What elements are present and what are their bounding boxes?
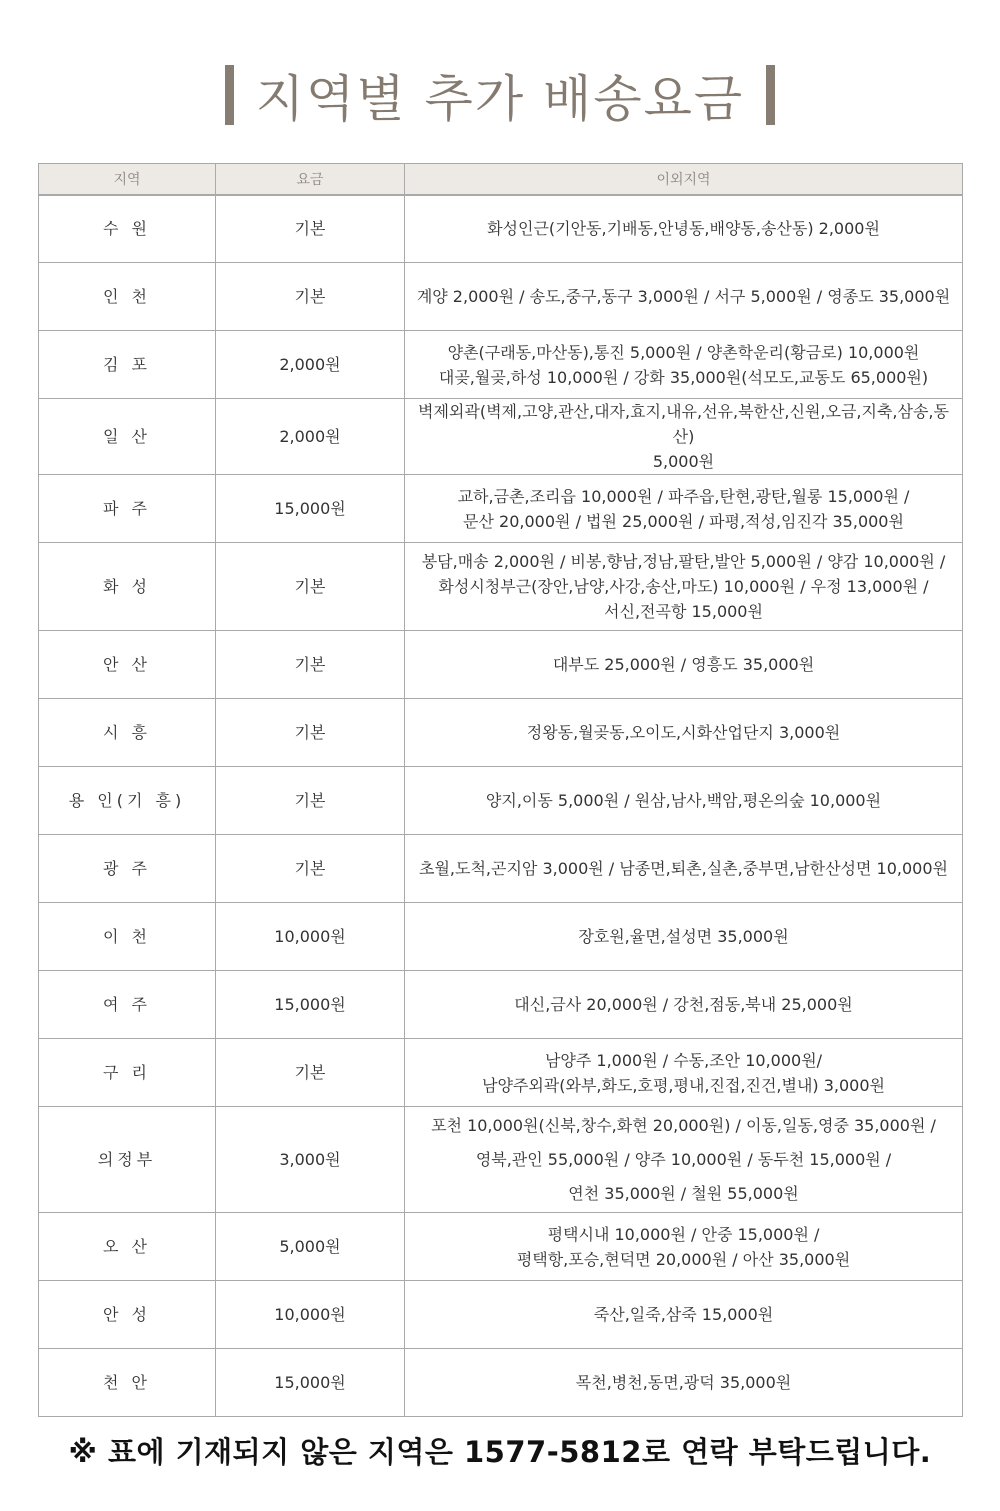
extra-areas-cell (405, 903, 963, 971)
fee-cell: 기본 (216, 767, 405, 835)
table-row (39, 331, 963, 399)
region-cell: 수 원 (39, 195, 216, 263)
fee-cell: 기본 (216, 631, 405, 699)
extra-areas-line: 봉담,매송 2,000원 / 비봉,향남,정남,팔탄,발안 5,000원 / 양감 10,000원 / (421, 552, 946, 571)
extra-areas-cell (405, 971, 963, 1039)
fee-cell: 2,000원 (216, 399, 405, 475)
region-cell: 광 주 (39, 835, 216, 903)
table-row (39, 399, 963, 475)
region-cell: 용 인(기 흥) (39, 767, 216, 835)
fee-cell: 3,000원 (216, 1107, 405, 1213)
extra-areas-line: 영북,관인 55,000원 / 양주 10,000원 / 동두천 15,000원 / (475, 1149, 892, 1169)
shipping-fee-table (38, 163, 963, 1417)
extra-areas-cell (405, 1349, 963, 1417)
extra-areas-cell (405, 1213, 963, 1281)
region-cell: 구 리 (39, 1039, 216, 1107)
header-fee: 요금 (216, 164, 405, 195)
table-row (39, 971, 963, 1039)
extra-areas-line: 교하,금촌,조리읍 10,000원 / 파주읍,탄현,광탄,월롱 15,000원 / (457, 486, 910, 506)
region-cell: 시 흥 (39, 699, 216, 767)
table-row (39, 1349, 963, 1417)
extra-areas-line: 대곶,월곶,하성 10,000원 / 강화 35,000원(석모도,교동도 65,000원) (438, 367, 929, 387)
table-row (39, 263, 963, 331)
extra-areas-cell (405, 699, 963, 767)
header-region: 지역 (39, 164, 216, 195)
contact-note: ※ 표에 기재되지 않은 지역은 1577-5812로 연락 부탁드립니다. (68, 1435, 932, 1469)
header-other-areas: 이외지역 (405, 164, 963, 195)
extra-areas-cell (405, 835, 963, 903)
region-cell: 안 성 (39, 1281, 216, 1349)
extra-areas-cell (405, 543, 963, 631)
region-cell: 이 천 (39, 903, 216, 971)
extra-areas-cell (405, 195, 963, 263)
region-cell: 화 성 (39, 543, 216, 631)
fee-cell: 15,000원 (216, 1349, 405, 1417)
fee-cell: 기본 (216, 543, 405, 631)
region-cell: 일 산 (39, 399, 216, 475)
extra-areas-line: 목천,병천,동면,광덕 35,000원 (575, 1373, 792, 1392)
extra-areas-cell (405, 1281, 963, 1349)
extra-areas-line: 장호원,율면,설성면 35,000원 (578, 927, 789, 946)
extra-areas-line: 평택시내 10,000원 / 안중 15,000원 / (547, 1224, 820, 1244)
table-row (39, 195, 963, 263)
table-row (39, 475, 963, 543)
extra-areas-line: 대부도 25,000원 / 영흥도 35,000원 (552, 655, 815, 674)
fee-cell: 10,000원 (216, 1281, 405, 1349)
table-row (39, 903, 963, 971)
extra-areas-cell (405, 331, 963, 399)
page-title: 지역별 추가 배송요금 (255, 70, 745, 128)
region-cell: 김 포 (39, 331, 216, 399)
extra-areas-cell (405, 1107, 963, 1213)
extra-areas-line: 화성인근(기안동,기배동,안녕동,배양동,송산동) 2,000원 (487, 219, 880, 239)
extra-areas-line: 화성시청부근(장안,남양,사강,송산,마도) 10,000원 / 우정 13,000원 / (438, 577, 929, 596)
table-row (39, 1213, 963, 1281)
fee-cell: 15,000원 (216, 971, 405, 1039)
fee-cell: 기본 (216, 699, 405, 767)
region-cell: 여 주 (39, 971, 216, 1039)
table-row (39, 835, 963, 903)
extra-areas-line: 5,000원 (652, 452, 715, 471)
region-cell: 오 산 (39, 1213, 216, 1281)
extra-areas-line: 포천 10,000원(신북,창수,화현 20,000원) / 이동,일동,영중 35,000원 / (431, 1115, 936, 1135)
fee-cell: 2,000원 (216, 331, 405, 399)
region-cell: 천 안 (39, 1349, 216, 1417)
extra-areas-line: 연천 35,000원 / 철원 55,000원 (568, 1183, 799, 1203)
extra-areas-line: 대신,금사 20,000원 / 강천,점동,북내 25,000원 (514, 995, 853, 1014)
extra-areas-line: 벽제외곽(벽제,고양,관산,대자,효지,내유,선유,북한산,신원,오금,지축,삼송,동산) (418, 402, 949, 446)
fee-cell: 기본 (216, 835, 405, 903)
extra-areas-cell (405, 631, 963, 699)
fee-cell: 기본 (216, 1039, 405, 1107)
extra-areas-cell (405, 475, 963, 543)
extra-areas-line: 문산 20,000원 / 법원 25,000원 / 파평,적성,임진각 35,000원 (463, 511, 904, 531)
extra-areas-line: 죽산,일죽,삼죽 15,000원 (593, 1305, 774, 1324)
extra-areas-cell (405, 263, 963, 331)
title-block (0, 60, 1000, 130)
extra-areas-cell (405, 767, 963, 835)
fee-cell: 10,000원 (216, 903, 405, 971)
extra-areas-line: 정왕동,월곶동,오이도,시화산업단지 3,000원 (526, 723, 841, 742)
region-cell: 인 천 (39, 263, 216, 331)
fee-cell: 기본 (216, 195, 405, 263)
extra-areas-line: 양지,이동 5,000원 / 원삼,남사,백암,평온의숲 10,000원 (485, 791, 882, 810)
table-row (39, 631, 963, 699)
extra-areas-line: 초월,도척,곤지암 3,000원 / 남종면,퇴촌,실촌,중부면,남한산성면 10,000원 (419, 859, 948, 878)
extra-areas-cell (405, 1039, 963, 1107)
extra-areas-line: 남양주외곽(와부,화도,호평,평내,진접,진건,별내) 3,000원 (481, 1075, 885, 1095)
table-row (39, 1107, 963, 1213)
fee-cell: 기본 (216, 263, 405, 331)
extra-areas-line: 남양주 1,000원 / 수동,조안 10,000원/ (544, 1050, 823, 1070)
region-cell: 파 주 (39, 475, 216, 543)
extra-areas-line: 서신,전곡항 15,000원 (604, 602, 763, 621)
table-header-row (39, 164, 963, 195)
fee-cell: 15,000원 (216, 475, 405, 543)
region-cell: 의정부 (39, 1107, 216, 1213)
table-row (39, 1039, 963, 1107)
table-row (39, 699, 963, 767)
region-cell: 안 산 (39, 631, 216, 699)
table-row (39, 767, 963, 835)
extra-areas-line: 양촌(구래동,마산동),통진 5,000원 / 양촌학운리(황금로) 10,000원 (447, 342, 920, 362)
extra-areas-line: 계양 2,000원 / 송도,중구,동구 3,000원 / 서구 5,000원 / 영종도 35,000원 (416, 287, 951, 306)
table-row (39, 1281, 963, 1349)
table-row (39, 543, 963, 631)
fee-cell: 5,000원 (216, 1213, 405, 1281)
extra-areas-line: 평택항,포승,현덕면 20,000원 / 아산 35,000원 (516, 1249, 851, 1269)
title-bar-left (225, 65, 234, 125)
extra-areas-cell (405, 399, 963, 475)
title-bar-right (766, 65, 775, 125)
